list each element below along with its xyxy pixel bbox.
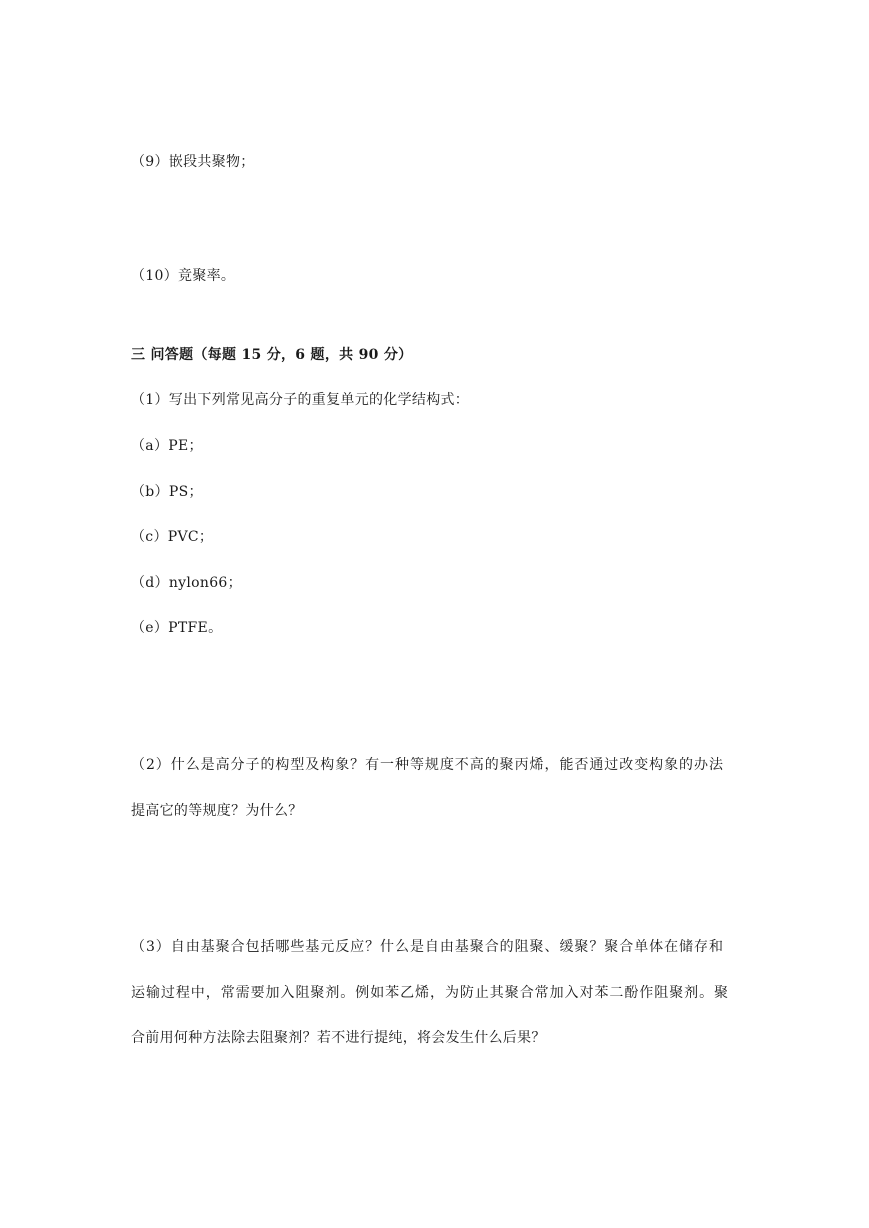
question-1-option-b: （b）PS； — [131, 484, 203, 500]
question-1-option-c: （c）PVC； — [131, 529, 214, 545]
question-3-line-2: 运输过程中，常需要加入阻聚剂。例如苯乙烯，为防止其聚合常加入对苯二酚作阻聚剂。聚 — [131, 985, 729, 1001]
question-2-line-1: （2）什么是高分子的构型及构象？有一种等规度不高的聚丙烯，能否通过改变构象的办法 — [131, 757, 724, 773]
question-1-option-a: （a）PE； — [131, 438, 203, 454]
question-1-stem: （1）写出下列常见高分子的重复单元的化学结构式： — [131, 392, 470, 408]
question-1-option-d: （d）nylon66； — [131, 575, 242, 591]
question-3-line-1: （3）自由基聚合包括哪些基元反应？什么是自由基聚合的阻聚、缓聚？聚合单体在储存和 — [131, 939, 724, 955]
question-3-line-3: 合前用何种方法除去阻聚剂？若不进行提纯，将会发生什么后果？ — [131, 1030, 546, 1046]
question-2-line-2: 提高它的等规度？为什么？ — [131, 803, 303, 819]
definition-item-9: （9）嵌段共聚物； — [131, 154, 255, 170]
definition-item-10: （10）竞聚率。 — [131, 268, 236, 284]
section-heading: 三 问答题（每题 15 分，6 题，共 90 分） — [131, 347, 413, 363]
question-1-option-e: （e）PTFE。 — [131, 620, 223, 636]
